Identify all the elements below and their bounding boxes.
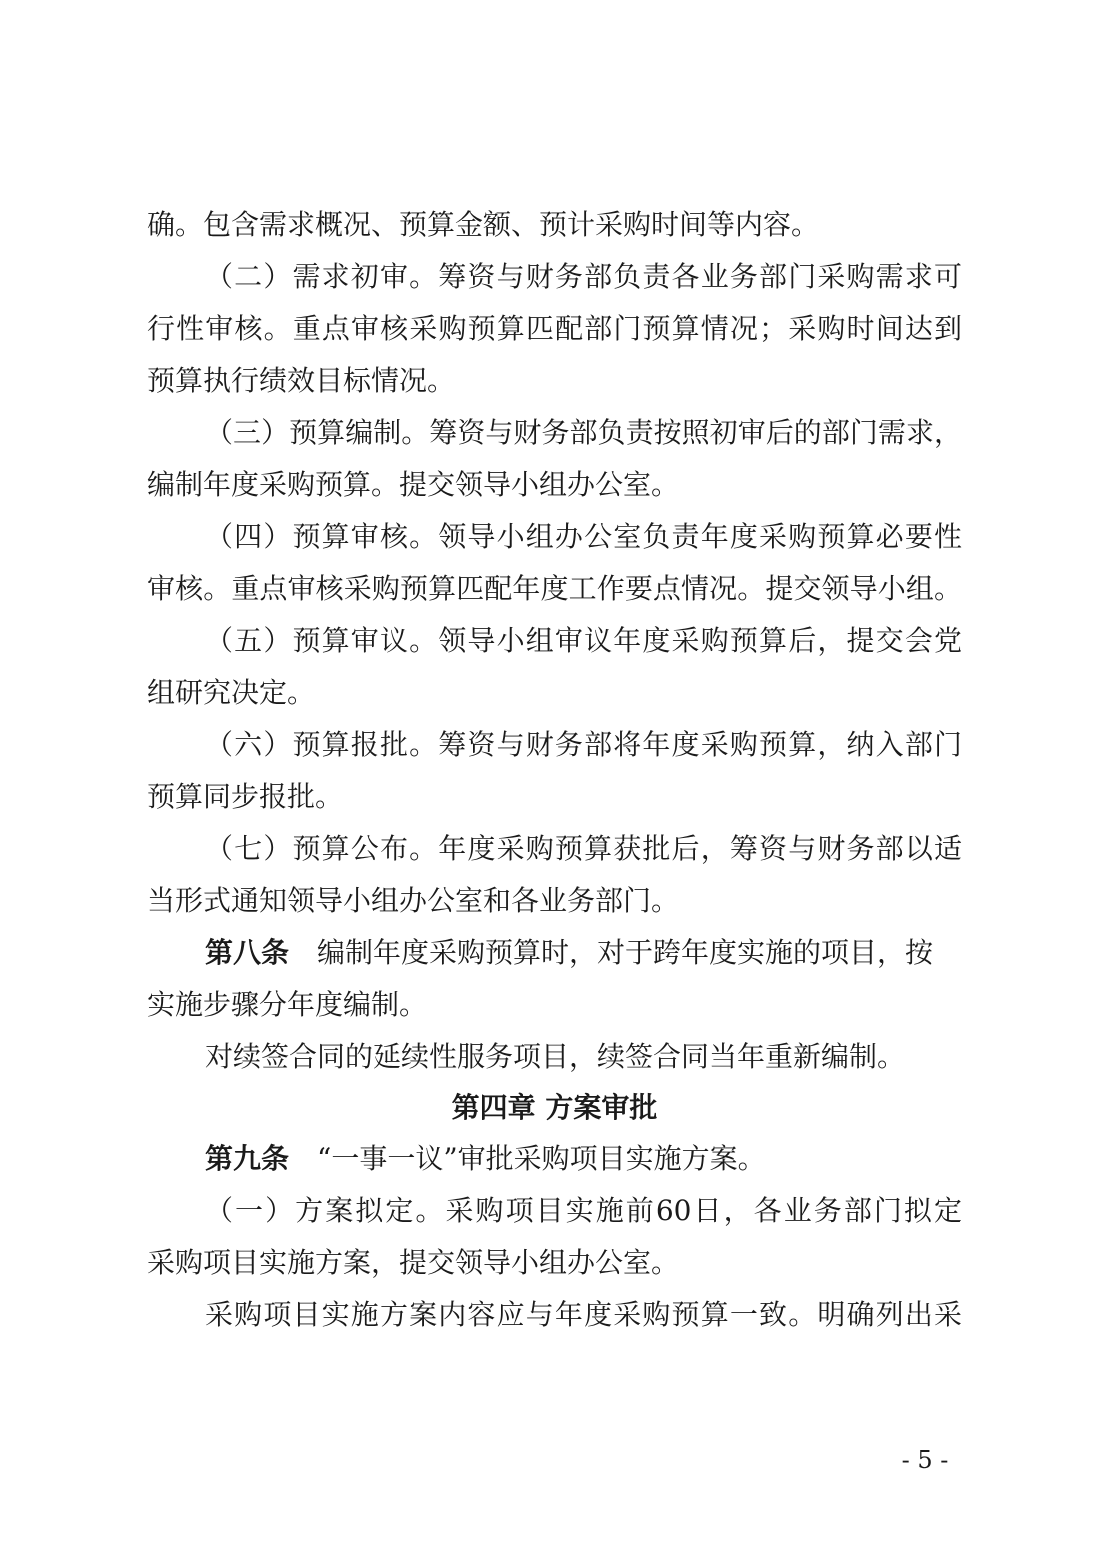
text-line: （二）需求初审。筹资与财务部负责各业务部门采购需求可	[205, 260, 962, 293]
article-line	[205, 1139, 962, 1179]
text-line: 对续签合同的延续性服务项目，续签合同当年重新编制。	[205, 1040, 906, 1073]
text-line: 确。包含需求概况、预算金额、预计采购时间等内容。	[147, 208, 820, 241]
text-line: 组研究决定。	[147, 676, 316, 709]
text-line: 当形式通知领导小组办公室和各业务部门。	[147, 884, 680, 917]
text-line: 采购项目实施方案，提交领导小组办公室。	[147, 1246, 680, 1279]
article-text: “一事一议”审批采购项目实施方案。	[289, 1142, 766, 1175]
text-line: 行性审核。重点审核采购预算匹配部门预算情况；采购时间达到	[147, 312, 962, 345]
text-line: （五）预算审议。领导小组审议年度采购预算后，提交会党	[205, 624, 962, 657]
text-line: （一）方案拟定。采购项目实施前60日，各业务部门拟定	[205, 1194, 962, 1227]
text-line: （六）预算报批。筹资与财务部将年度采购预算，纳入部门	[205, 728, 962, 761]
page-number: - 5 -	[901, 1446, 949, 1474]
article-number: 第九条	[205, 1142, 290, 1175]
text-line: 编制年度采购预算。提交领导小组办公室。	[147, 468, 680, 501]
text-line: 采购项目实施方案内容应与年度采购预算一致。明确列出采	[205, 1298, 962, 1331]
text-line: 实施步骤分年度编制。	[147, 988, 428, 1021]
text-line: 审核。重点审核采购预算匹配年度工作要点情况。提交领导小组。	[147, 572, 962, 605]
chapter-heading: 第四章 方案审批	[451, 1091, 658, 1124]
text-line: （三）预算编制。筹资与财务部负责按照初审后的部门需求，	[205, 416, 962, 449]
text-line: 预算执行绩效目标情况。	[147, 364, 456, 397]
article-number: 第八条	[205, 936, 290, 969]
text-line: （四）预算审核。领导小组办公室负责年度采购预算必要性	[205, 520, 962, 553]
article-line	[205, 933, 962, 973]
text-line: 预算同步报批。	[147, 780, 344, 813]
article-text: 编制年度采购预算时，对于跨年度实施的项目，按	[289, 936, 934, 969]
text-line: （七）预算公布。年度采购预算获批后，筹资与财务部以适	[205, 832, 962, 865]
